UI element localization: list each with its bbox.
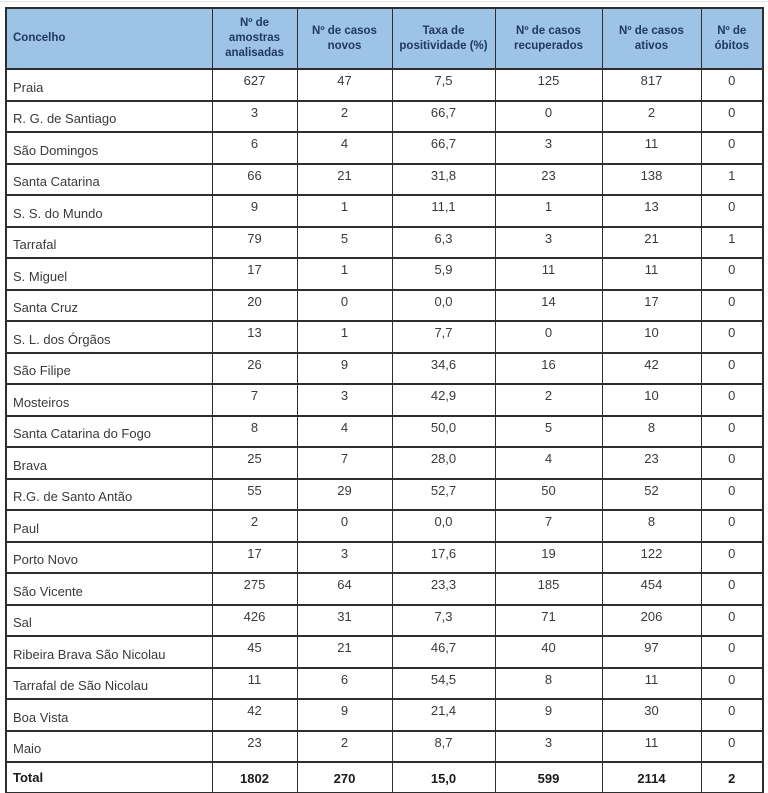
cell-concelho: S. S. do Mundo	[6, 195, 212, 227]
cell-taxa-positividade: 8,7	[392, 731, 495, 763]
cell-casos-ativos: 138	[602, 164, 701, 196]
cell-concelho: Porto Novo	[6, 542, 212, 574]
cell-casos-recuperados: 19	[495, 542, 602, 574]
cell-concelho: Santa Catarina do Fogo	[6, 416, 212, 448]
cell-amostras-analisadas: 55	[212, 479, 297, 511]
cell-concelho: Brava	[6, 447, 212, 479]
cell-taxa-positividade: 23,3	[392, 573, 495, 605]
cell-obitos: 0	[701, 479, 763, 511]
cell-concelho: R. G. de Santiago	[6, 101, 212, 133]
cell-concelho: R.G. de Santo Antão	[6, 479, 212, 511]
cell-taxa-positividade: 54,5	[392, 668, 495, 700]
table-row	[6, 447, 763, 479]
cell-taxa-positividade: 31,8	[392, 164, 495, 196]
cell-casos-novos: 0	[297, 510, 392, 542]
table-row	[6, 384, 763, 416]
cell-amostras-analisadas: 7	[212, 384, 297, 416]
cell-obitos: 1	[701, 227, 763, 259]
cell-obitos: 0	[701, 447, 763, 479]
cell-taxa-positividade: 28,0	[392, 447, 495, 479]
cell-casos-recuperados: 4	[495, 447, 602, 479]
cell-obitos: 0	[701, 668, 763, 700]
cell-obitos: 0	[701, 699, 763, 731]
cell-amostras-analisadas: 20	[212, 290, 297, 322]
cell-casos-novos: 3	[297, 384, 392, 416]
cell-casos-novos: 29	[297, 479, 392, 511]
cell-casos-recuperados: 3	[495, 731, 602, 763]
table-body	[6, 69, 763, 793]
cell-casos-recuperados: 8	[495, 668, 602, 700]
cell-amostras-analisadas: 79	[212, 227, 297, 259]
cell-casos-ativos: 11	[602, 731, 701, 763]
cell-amostras-analisadas: 1802	[212, 762, 297, 793]
cell-amostras-analisadas: 11	[212, 668, 297, 700]
cell-casos-recuperados: 3	[495, 132, 602, 164]
cell-obitos: 0	[701, 290, 763, 322]
table-row	[6, 573, 763, 605]
table-row	[6, 605, 763, 637]
table-row	[6, 195, 763, 227]
cell-taxa-positividade: 21,4	[392, 699, 495, 731]
cell-casos-novos: 0	[297, 290, 392, 322]
cell-obitos: 0	[701, 353, 763, 385]
cell-casos-novos: 2	[297, 101, 392, 133]
cell-casos-recuperados: 3	[495, 227, 602, 259]
cell-concelho: Tarrafal	[6, 227, 212, 259]
cell-taxa-positividade: 42,9	[392, 384, 495, 416]
cell-amostras-analisadas: 26	[212, 353, 297, 385]
cell-taxa-positividade: 7,7	[392, 321, 495, 353]
table-row	[6, 353, 763, 385]
cell-obitos: 0	[701, 605, 763, 637]
cell-casos-novos: 6	[297, 668, 392, 700]
cell-concelho: São Vicente	[6, 573, 212, 605]
cell-obitos: 0	[701, 416, 763, 448]
cell-concelho: Sal	[6, 605, 212, 637]
cell-concelho: Boa Vista	[6, 699, 212, 731]
cell-obitos: 0	[701, 132, 763, 164]
cell-casos-ativos: 52	[602, 479, 701, 511]
cell-obitos: 0	[701, 321, 763, 353]
cell-casos-recuperados: 185	[495, 573, 602, 605]
cell-casos-novos: 270	[297, 762, 392, 793]
table-row	[6, 258, 763, 290]
cell-casos-recuperados: 1	[495, 195, 602, 227]
cell-casos-novos: 1	[297, 258, 392, 290]
cell-casos-ativos: 10	[602, 384, 701, 416]
cell-casos-recuperados: 9	[495, 699, 602, 731]
cell-obitos: 0	[701, 510, 763, 542]
cell-concelho: São Domingos	[6, 132, 212, 164]
cell-concelho: Maio	[6, 731, 212, 763]
header-row	[6, 8, 763, 69]
cell-casos-novos: 7	[297, 447, 392, 479]
cell-amostras-analisadas: 23	[212, 731, 297, 763]
cell-casos-novos: 64	[297, 573, 392, 605]
table-row	[6, 542, 763, 574]
cell-casos-novos: 4	[297, 416, 392, 448]
cell-amostras-analisadas: 275	[212, 573, 297, 605]
cell-casos-recuperados: 0	[495, 321, 602, 353]
table-row	[6, 101, 763, 133]
cell-amostras-analisadas: 3	[212, 101, 297, 133]
total-row	[6, 762, 763, 793]
cell-taxa-positividade: 5,9	[392, 258, 495, 290]
cell-taxa-positividade: 66,7	[392, 132, 495, 164]
cell-casos-ativos: 97	[602, 636, 701, 668]
cell-amostras-analisadas: 426	[212, 605, 297, 637]
cell-taxa-positividade: 52,7	[392, 479, 495, 511]
col-header-taxa-positividade: Taxa de positividade (%)	[392, 8, 495, 69]
table-row	[6, 479, 763, 511]
cell-concelho: São Filipe	[6, 353, 212, 385]
cell-casos-ativos: 8	[602, 510, 701, 542]
cell-casos-recuperados: 23	[495, 164, 602, 196]
top-hairline-divider	[0, 1, 768, 2]
cell-obitos: 1	[701, 164, 763, 196]
cell-casos-recuperados: 5	[495, 416, 602, 448]
cell-casos-novos: 5	[297, 227, 392, 259]
cell-amostras-analisadas: 45	[212, 636, 297, 668]
cell-concelho: Santa Catarina	[6, 164, 212, 196]
cell-casos-ativos: 10	[602, 321, 701, 353]
cell-casos-ativos: 21	[602, 227, 701, 259]
cell-obitos: 0	[701, 258, 763, 290]
cell-casos-novos: 3	[297, 542, 392, 574]
table-header	[6, 8, 763, 69]
cell-casos-ativos: 206	[602, 605, 701, 637]
cell-casos-ativos: 17	[602, 290, 701, 322]
col-header-concelho: Concelho	[6, 8, 212, 69]
cell-casos-novos: 1	[297, 321, 392, 353]
cell-obitos: 0	[701, 384, 763, 416]
cell-taxa-positividade: 15,0	[392, 762, 495, 793]
cell-casos-recuperados: 2	[495, 384, 602, 416]
cell-amostras-analisadas: 42	[212, 699, 297, 731]
col-header-casos-ativos: Nº de casos ativos	[602, 8, 701, 69]
col-header-obitos: Nº de óbitos	[701, 8, 763, 69]
cell-casos-novos: 21	[297, 636, 392, 668]
cell-concelho: Paul	[6, 510, 212, 542]
cell-taxa-positividade: 34,6	[392, 353, 495, 385]
cell-obitos: 0	[701, 195, 763, 227]
cell-taxa-positividade: 6,3	[392, 227, 495, 259]
covid-concelho-table	[5, 7, 764, 793]
cell-concelho: Santa Cruz	[6, 290, 212, 322]
cell-taxa-positividade: 7,3	[392, 605, 495, 637]
table-row	[6, 227, 763, 259]
cell-amostras-analisadas: 6	[212, 132, 297, 164]
cell-casos-recuperados: 0	[495, 101, 602, 133]
cell-casos-recuperados: 599	[495, 762, 602, 793]
cell-casos-ativos: 11	[602, 668, 701, 700]
table-row	[6, 290, 763, 322]
cell-casos-ativos: 454	[602, 573, 701, 605]
cell-casos-recuperados: 14	[495, 290, 602, 322]
cell-casos-novos: 9	[297, 699, 392, 731]
cell-obitos: 0	[701, 101, 763, 133]
cell-casos-ativos: 2114	[602, 762, 701, 793]
cell-casos-ativos: 11	[602, 258, 701, 290]
cell-obitos: 0	[701, 69, 763, 101]
cell-obitos: 0	[701, 636, 763, 668]
table-row	[6, 731, 763, 763]
cell-amostras-analisadas: 9	[212, 195, 297, 227]
cell-casos-ativos: 2	[602, 101, 701, 133]
cell-casos-ativos: 11	[602, 132, 701, 164]
cell-casos-recuperados: 16	[495, 353, 602, 385]
cell-casos-ativos: 13	[602, 195, 701, 227]
cell-casos-recuperados: 40	[495, 636, 602, 668]
cell-casos-recuperados: 7	[495, 510, 602, 542]
cell-taxa-positividade: 50,0	[392, 416, 495, 448]
cell-concelho: S. L. dos Órgãos	[6, 321, 212, 353]
cell-taxa-positividade: 11,1	[392, 195, 495, 227]
cell-casos-ativos: 817	[602, 69, 701, 101]
cell-casos-novos: 4	[297, 132, 392, 164]
cell-obitos: 2	[701, 762, 763, 793]
table-row	[6, 132, 763, 164]
cell-amostras-analisadas: 627	[212, 69, 297, 101]
cell-casos-ativos: 122	[602, 542, 701, 574]
cell-concelho: S. Miguel	[6, 258, 212, 290]
cell-amostras-analisadas: 2	[212, 510, 297, 542]
table-row	[6, 510, 763, 542]
cell-amostras-analisadas: 66	[212, 164, 297, 196]
cell-taxa-positividade: 46,7	[392, 636, 495, 668]
table-row	[6, 636, 763, 668]
cell-taxa-positividade: 17,6	[392, 542, 495, 574]
col-header-amostras-analisadas: Nº de amostras analisadas	[212, 8, 297, 69]
cell-casos-ativos: 42	[602, 353, 701, 385]
cell-concelho: Tarrafal de São Nicolau	[6, 668, 212, 700]
cell-casos-novos: 47	[297, 69, 392, 101]
cell-amostras-analisadas: 8	[212, 416, 297, 448]
cell-casos-novos: 9	[297, 353, 392, 385]
cell-taxa-positividade: 0,0	[392, 510, 495, 542]
cell-amostras-analisadas: 17	[212, 258, 297, 290]
cell-amostras-analisadas: 25	[212, 447, 297, 479]
cell-casos-novos: 21	[297, 164, 392, 196]
cell-casos-novos: 31	[297, 605, 392, 637]
col-header-casos-recuperados: Nº de casos recuperados	[495, 8, 602, 69]
table-row	[6, 699, 763, 731]
col-header-casos-novos: Nº de casos novos	[297, 8, 392, 69]
table-row	[6, 321, 763, 353]
cell-casos-ativos: 8	[602, 416, 701, 448]
cell-obitos: 0	[701, 542, 763, 574]
cell-casos-recuperados: 50	[495, 479, 602, 511]
cell-casos-recuperados: 71	[495, 605, 602, 637]
cell-casos-recuperados: 125	[495, 69, 602, 101]
cell-amostras-analisadas: 17	[212, 542, 297, 574]
cell-concelho: Praia	[6, 69, 212, 101]
cell-obitos: 0	[701, 731, 763, 763]
cell-casos-ativos: 30	[602, 699, 701, 731]
cell-concelho: Total	[6, 762, 212, 793]
cell-amostras-analisadas: 13	[212, 321, 297, 353]
table-row	[6, 668, 763, 700]
cell-taxa-positividade: 66,7	[392, 101, 495, 133]
cell-concelho: Ribeira Brava São Nicolau	[6, 636, 212, 668]
cell-obitos: 0	[701, 573, 763, 605]
cell-concelho: Mosteiros	[6, 384, 212, 416]
cell-casos-recuperados: 11	[495, 258, 602, 290]
cell-casos-novos: 1	[297, 195, 392, 227]
cell-casos-novos: 2	[297, 731, 392, 763]
table-row	[6, 416, 763, 448]
table-row	[6, 69, 763, 101]
cell-taxa-positividade: 7,5	[392, 69, 495, 101]
table-row	[6, 164, 763, 196]
cell-taxa-positividade: 0,0	[392, 290, 495, 322]
cell-casos-ativos: 23	[602, 447, 701, 479]
